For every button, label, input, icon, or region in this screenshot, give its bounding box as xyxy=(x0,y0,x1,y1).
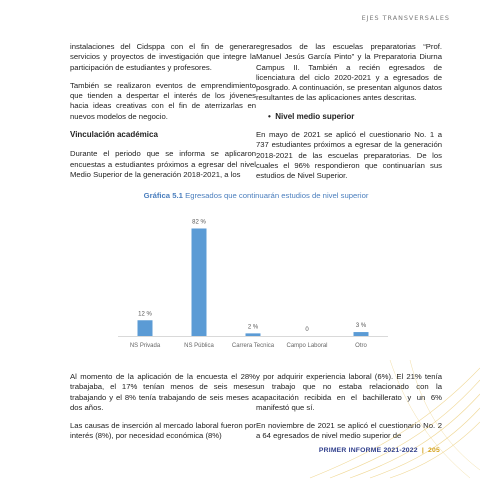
page-number: 205 xyxy=(428,447,440,454)
text-column-4 xyxy=(256,372,442,450)
data-label-1: 82 % xyxy=(192,219,206,226)
text-column-1 xyxy=(70,42,256,188)
text-column-2 xyxy=(256,42,442,190)
paragraph: instalaciones del Cidsppa con el fin de generar servicios y proyectos de investigación que integre la participación de estudiantes y profesores. xyxy=(70,42,256,72)
bullet-heading xyxy=(256,112,442,122)
paragraph: También se realizaron eventos de emprendimiento que tienden a despertar el interés de los jóvenes hacia ideas creativas con el fin de aterrizarlas en nuevos modelos de negocio. xyxy=(70,80,256,121)
bar-2 xyxy=(246,333,261,336)
bullet-label: Nivel medio superior xyxy=(275,111,355,121)
data-label-2: 2 % xyxy=(247,324,259,331)
chart-caption: Egresados que continuarán estudios de nivel superior xyxy=(185,191,369,200)
text-column-3 xyxy=(70,372,256,450)
bullet-icon: • xyxy=(268,111,276,121)
paragraph: Las causas de inserción al mercado laboral fueron por interés (8%), por necesidad económica (8%) xyxy=(70,421,256,441)
data-label-4: 3 % xyxy=(355,323,367,330)
category-label-0: NS Privada xyxy=(129,343,161,349)
chart-number: Gráfica 5.1 xyxy=(143,191,183,200)
bar-4 xyxy=(354,332,369,336)
bar-chart xyxy=(118,204,388,352)
section-tag: EJES TRANSVERSALES xyxy=(361,14,450,22)
paragraph: Al momento de la aplicación de la encuesta el 28% trabajaba, el 17% tenían menos de seis meses trabajando y el 8% tenía trabajando de seis meses a dos años. xyxy=(70,372,256,412)
bar-1 xyxy=(192,228,207,336)
category-label-4: Otro xyxy=(355,343,367,349)
section-heading: Vinculación académica xyxy=(70,130,158,140)
footer-separator: | xyxy=(421,447,424,454)
report-title: PRIMER INFORME 2021-2022 xyxy=(318,447,418,454)
chart-title xyxy=(70,191,442,200)
paragraph: En noviembre de 2021 se aplicó el cuestionario No. 2 a 64 egresados de nivel medio superior de xyxy=(256,421,442,441)
data-label-0: 12 % xyxy=(138,311,152,318)
data-label-3: 0 xyxy=(305,327,309,333)
category-label-1: NS Pública xyxy=(184,343,214,349)
category-label-3: Campo Laboral xyxy=(286,343,328,349)
paragraph: y por adquirir experiencia laboral (6%). El 21% tenía un trabajo que no estaba relacionado con la capacitación recibida en el bachillerato y un 6% manifestó que sí. xyxy=(256,372,442,412)
paragraph: En mayo de 2021 se aplicó el cuestionario No. 1 a 737 estudiantes próximos a egresar de la generación 2018-2021 de las escuelas preparatorias. De los cuales el 96% respondieron que continuarían sus estudios de Nivel Superior. xyxy=(256,130,442,181)
paragraph: egresados de las escuelas preparatorias “Prof. Manuel Jesús García Pinto” y la Preparatoria Diurna Campus II. También a recién egresados de licenciatura del ciclo 2020-2021 y a egresados de posgrado. A continuación, se presentan algunos datos resultantes de las aplicaciones antes descritas. xyxy=(256,42,442,103)
page-footer xyxy=(319,447,440,454)
bar-0 xyxy=(138,320,153,336)
paragraph: Durante el periodo que se informa se aplicaron encuestas a estudiantes próximos a egresar del nivel Medio Superior de la generación 2018-2021, a los xyxy=(70,149,256,179)
category-label-2: Carrera Tecnica xyxy=(231,343,275,349)
